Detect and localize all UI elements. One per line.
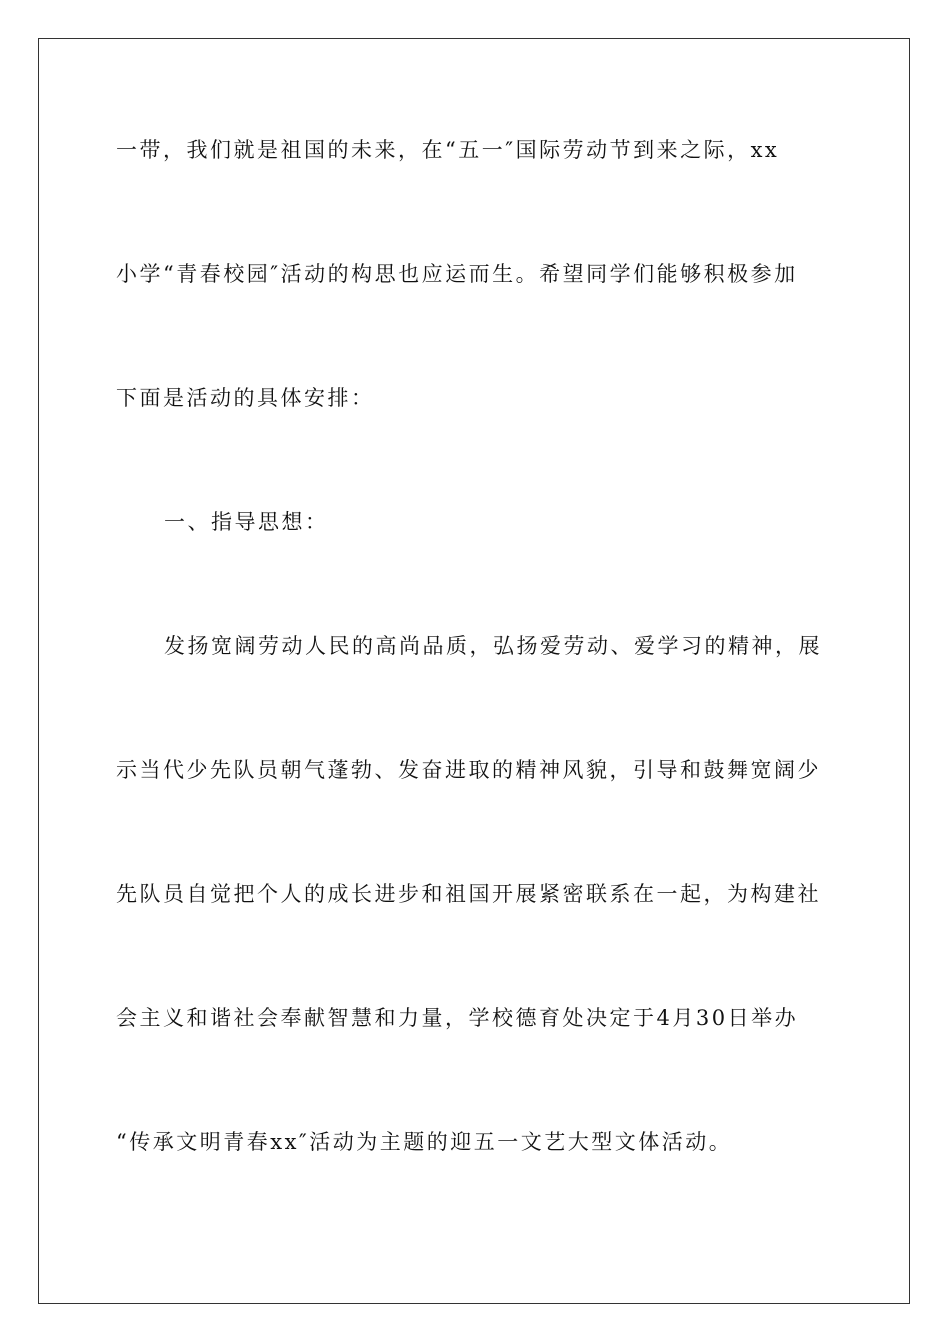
text-line: 先队员自觉把个人的成长进步和祖国开展紧密联系在一起，为构建社 — [116, 882, 821, 906]
text-line: 小学“青春校园″活动的构思也应运而生。希望同学们能够积极参加 — [116, 262, 798, 286]
text-line: 发扬宽阔劳动人民的高尚品质，弘扬爱劳动、爱学习的精神，展 — [164, 634, 822, 658]
text-line: 一带，我们就是祖国的未来，在“五一″国际劳动节到来之际，xx — [116, 138, 780, 162]
text-line: “传承文明青春xx″活动为主题的迎五一文艺大型文体活动。 — [116, 1130, 733, 1154]
section-heading: 一、指导思想： — [164, 510, 329, 534]
text-line: 下面是活动的具体安排： — [116, 386, 375, 410]
text-line: 会主义和谐社会奉献智慧和力量，学校德育处决定于4月30日举办 — [116, 1006, 799, 1030]
document-body — [116, 130, 836, 1246]
text-line: 示当代少先队员朝气蓬勃、发奋进取的精神风貌，引导和鼓舞宽阔少 — [116, 758, 821, 782]
